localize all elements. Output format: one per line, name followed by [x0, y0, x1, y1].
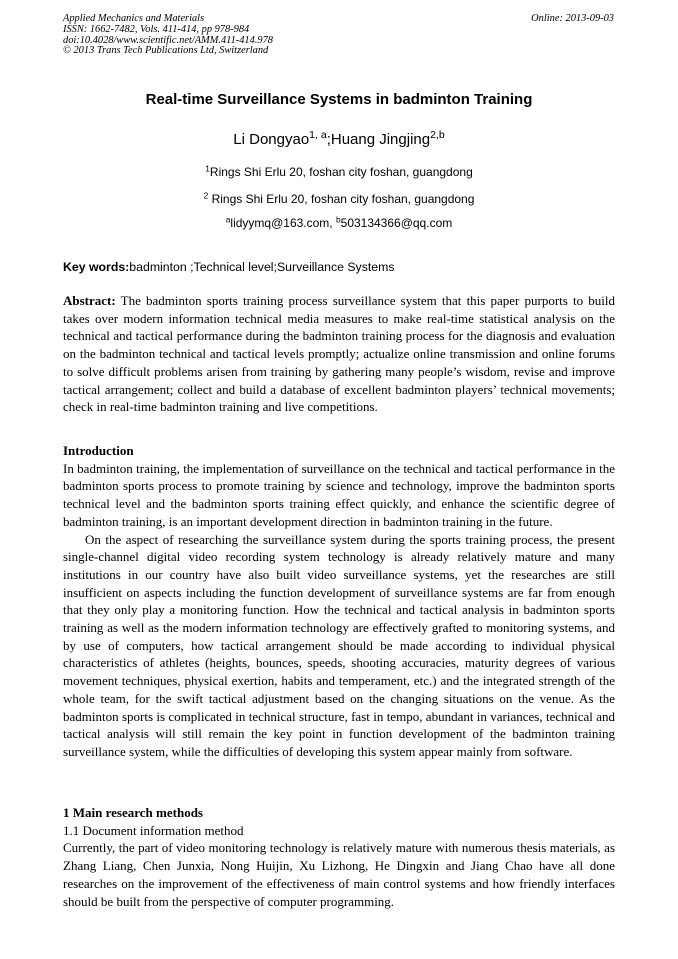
affiliation-mark: 2	[203, 190, 209, 201]
issn-line: ISSN: 1662-7482, Vols. 411-414, pp 978-984	[63, 23, 250, 35]
author-line	[0, 131, 678, 148]
email-mark: b	[335, 214, 341, 225]
author-name: Li Dongyao	[233, 131, 310, 148]
methods-section	[63, 804, 615, 910]
paper-title: Real-time Surveillance Systems in badminton Training	[145, 91, 533, 108]
abstract-text: The badminton sports training process surveillance system that this paper purports to build takes over modern information technical media measures to make real-time statistical analysis on the technical and tactical performance during the badminton training process for the diagnosis and evaluation on the badminton technical and tactical levels promptly; actualize online transmission and online forums to solve difficult problems arisen from training by gathering many people’s wisdom, revise and improve tactical arrangement; collect and build a database of excellent badminton players’ technical movements; check in real-time badminton training and live competitions.	[63, 293, 615, 415]
subsection-heading: 1.1 Document information method	[63, 822, 244, 838]
affiliation-mark: 1	[205, 163, 210, 174]
copyright-line: © 2013 Trans Tech Publications Ltd, Switzerland	[63, 45, 269, 57]
journal-name: Applied Mechanics and Materials	[63, 13, 205, 24]
author-affiliation-mark: 1, a	[309, 129, 327, 142]
keywords	[63, 260, 395, 274]
doi-line: doi:10.4028/www.scientific.net/AMM.411-414.978	[63, 34, 273, 46]
affiliation-text: Rings Shi Erlu 20, foshan city foshan, guangdong	[209, 165, 473, 179]
paragraph: In badminton training, the implementation of surveillance on the technical and tactical performance in the badminton sports process to promote training by science and technology, improve the badminton sports technical level and the badminton sports training effect quickly, and enhance the scientific degree of badminton training, is an important development direction in badminton training in the future.	[63, 460, 615, 529]
email-b: 503134366@qq.com	[340, 216, 453, 230]
email-mark: a	[225, 214, 231, 225]
author-affiliation-mark: 2,b	[430, 129, 445, 142]
affiliation-2	[0, 192, 678, 206]
journal-header	[63, 14, 273, 57]
section-heading: 1 Main research methods	[63, 805, 203, 820]
section-heading: Introduction	[63, 443, 134, 458]
keywords-text: badminton ;Technical level;Surveillance Systems	[129, 260, 395, 274]
abstract	[63, 292, 615, 416]
abstract-label: Abstract:	[63, 293, 116, 308]
affiliation-text: Rings Shi Erlu 20, foshan city foshan, guangdong	[208, 192, 475, 206]
online-date: Online: 2013-09-03	[531, 13, 614, 24]
paragraph: Currently, the part of video monitoring technology is relatively mature with numerous thesis materials, as Zhang Liang, Chen Junxia, Nong Huijin, Xu Lizhong, He Dingxin and Jiang Chao have all done researches on the improvement of the effectiveness of main control systems and how friendly interfaces should be built from the perspective of computer programming.	[63, 840, 615, 909]
author-emails	[0, 216, 678, 230]
keywords-label: Key words:	[63, 260, 130, 274]
author-separator: ;	[326, 131, 331, 148]
introduction-section	[63, 442, 615, 761]
paragraph: On the aspect of researching the surveillance system during the sports training process, the present single-channel digital video recording system technology is already relatively mature and many institutions in our country have also built video surveillance systems, yet the researches are still insufficient on aspects including the function development of surveillance systems are far from enough that they only play a monitoring function. How the technical and tactical analysis in badminton sports training as well as the modern information technology are effectively grafted to monitoring systems, and by use of computers, how tactical arrangement should be made according to individual physical characteristics of athletes (heights, bounces, speeds, shooting accuracies, maturity degrees of various movement techniques, physical exertion, habits and temperament, etc.) and the integrated strength of the whole team, for the swift tactical adjustment based on the changing situations on the venue. As the badminton sports is complicated in technical structure, fast in tempo, abundant in variances, technical and tactical analysis will still remain the key point in function development of the badminton training surveillance system, while the difficulties of developing this system appear mainly from software.	[63, 531, 615, 759]
author-name: Huang Jingjing	[330, 131, 431, 148]
affiliation-1	[0, 165, 678, 179]
email-a: lidyymq@163.com,	[230, 216, 336, 230]
